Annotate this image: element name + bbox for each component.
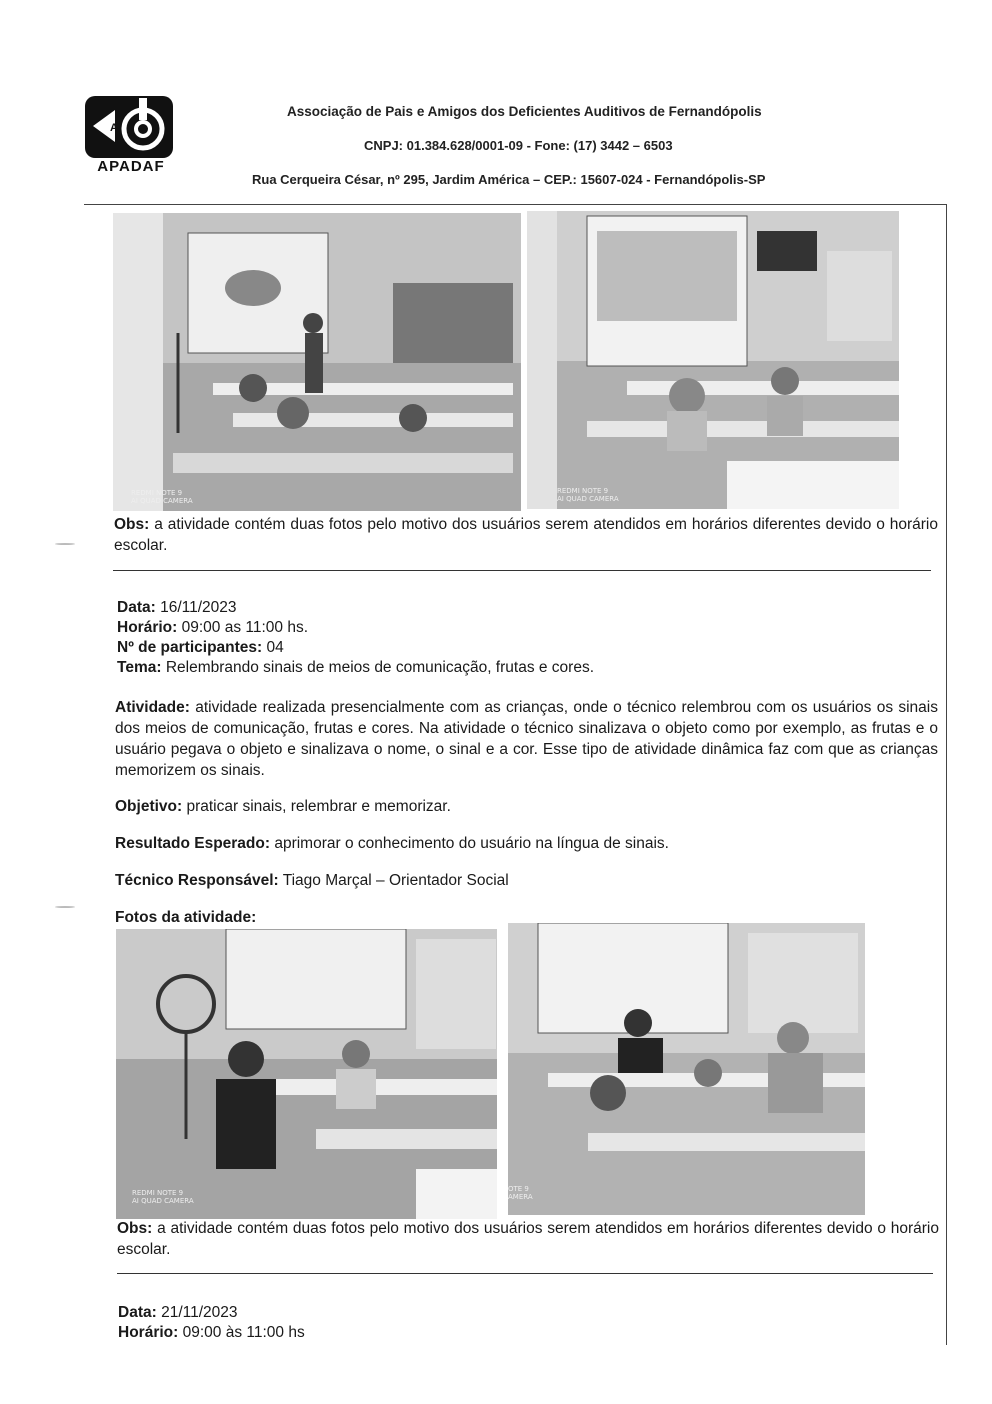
theme-line: Tema: Relembrando sinais de meios de comunicação, frutas e cores. [117, 659, 595, 676]
logo-emblem [85, 96, 173, 158]
obs-label: Obs: [117, 1220, 153, 1237]
obs-text: a atividade contém duas fotos pelo motivo dos usuários serem atendidos em horários diferentes devido o horário escolar. [117, 1220, 939, 1258]
apadaf-logo [85, 96, 177, 176]
scan-mark [55, 543, 75, 545]
participants-line: Nº de participantes: 04 [117, 639, 284, 656]
date-line-3: Data: 21/11/2023 [118, 1304, 238, 1321]
activity-photo-2 [527, 211, 899, 509]
obs-text: a atividade contém duas fotos pelo motivo dos usuários serem atendidos em horários diferentes devido o horário escolar. [114, 516, 938, 554]
svg-text:A: A [110, 122, 118, 134]
photos-heading: Fotos da atividade: [115, 909, 257, 926]
activity-photo-3 [116, 929, 497, 1219]
classroom-photo-icon [527, 211, 899, 509]
camera-watermark: OTE 9 AMERA [508, 1185, 533, 1201]
time-line: Horário: 09:00 as 11:00 hs. [117, 619, 308, 636]
address: Rua Cerqueira César, nº 295, Jardim América – CEP.: 15607-024 - Fernandópolis-SP [252, 172, 766, 187]
responsible-line: Técnico Responsável: Tiago Marçal – Orientador Social [115, 872, 509, 889]
camera-watermark: REDMI NOTE 9 AI QUAD CAMERA [132, 1189, 194, 1205]
section-divider [117, 1273, 933, 1274]
activity-description: Atividade: atividade realizada presencialmente com as crianças, onde o técnico relembrou com os usuários os sinais dos meios de comunicação, frutas e cores. Na atividade o técnico sinalizava o objeto como por exemplo, as frutas e o usuário pegava o objeto e sinalizava o nome, o sinal e a cor. Esse tipo de atividade dinâmica faz com que as crianças memorizem os sinais. [115, 699, 938, 779]
section-divider [113, 570, 931, 571]
obs-label: Obs: [114, 516, 150, 533]
scan-mark [55, 906, 75, 908]
camera-watermark: REDMI NOTE 9 AI QUAD CAMERA [131, 489, 193, 505]
date-line: Data: 16/11/2023 [117, 599, 237, 616]
ear-hand-icon [85, 96, 173, 158]
obs-note-2 [117, 1218, 939, 1260]
classroom-photo-icon [508, 923, 865, 1215]
activity-details [117, 598, 937, 678]
activity-photo-1 [113, 213, 521, 511]
cnpj-phone: CNPJ: 01.384.628/0001-09 - Fone: (17) 3442 – 6503 [364, 138, 673, 153]
classroom-photo-icon [113, 213, 521, 511]
objective-line: Objetivo: praticar sinais, relembrar e memorizar. [115, 798, 451, 815]
classroom-photo-icon [116, 929, 497, 1219]
org-name: Associação de Pais e Amigos dos Deficientes Auditivos de Fernandópolis [287, 104, 762, 119]
expected-result-line: Resultado Esperado: aprimorar o conhecimento do usuário na língua de sinais. [115, 835, 669, 852]
logo-text: APADAF [97, 158, 165, 175]
obs-note-1 [114, 514, 938, 556]
activity-photo-4 [508, 923, 865, 1215]
time-line-3-clip: Horário: 09:00 às 11:00 hs [118, 1324, 305, 1337]
camera-watermark: REDMI NOTE 9 AI QUAD CAMERA [557, 487, 619, 503]
